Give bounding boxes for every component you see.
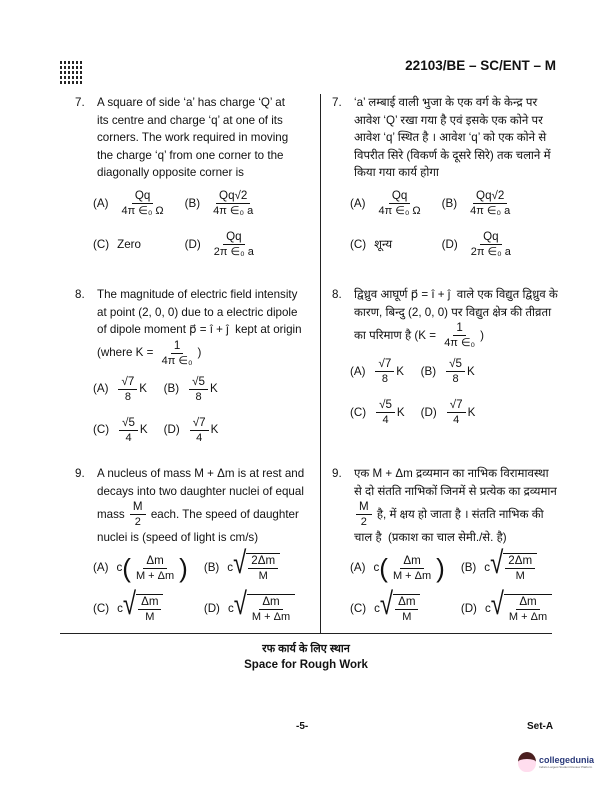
numerator: Qq (132, 189, 153, 204)
answer-options (332, 188, 568, 260)
fraction (119, 416, 138, 445)
denominator: 4π ∈₀ a (213, 204, 254, 217)
fraction (248, 554, 278, 583)
question-8-hindi (332, 286, 568, 428)
denominator: 4π ∈₀ a (470, 204, 511, 217)
numerator: Qq√2 (216, 189, 250, 204)
fraction (133, 554, 177, 583)
square-root (379, 587, 421, 624)
text-line (354, 483, 568, 501)
option-a (350, 188, 426, 219)
fraction (118, 189, 166, 218)
numerator: √5 (376, 398, 395, 413)
option-label: (B) (184, 196, 201, 210)
radicand (393, 594, 420, 624)
text-line (354, 147, 568, 165)
text-segment: से दो संतति नाभिकों जिनमें से प्रत्येक का द्रव्यमान (354, 484, 557, 498)
answer-options (75, 188, 311, 260)
question-text (354, 465, 568, 547)
mascot-icon (518, 752, 536, 772)
fraction (390, 554, 434, 583)
text-segment: A square of side ‘a’ has charge ‘Q’ at (97, 96, 285, 109)
option-label: (D) (184, 237, 201, 251)
section-divider (60, 633, 552, 634)
radical-sign: √ (122, 587, 137, 623)
text-segment: चाल है (प्रकाश का चाल सेमी./से. है) (354, 531, 507, 545)
denominator: 4π ∈₀ (444, 337, 476, 350)
denominator: 4π ∈₀ (161, 354, 193, 367)
square-root (233, 546, 280, 583)
square-root (490, 546, 537, 583)
option-b (203, 546, 295, 584)
option-prefix: c (484, 561, 491, 575)
option-prefix: c (484, 602, 491, 616)
rough-work-hindi: रफ कार्य के लिए स्थान (262, 643, 350, 655)
numerator: √7 (118, 375, 137, 390)
question-text (97, 465, 311, 547)
text-line (97, 129, 311, 147)
fraction (441, 321, 478, 350)
text-line (97, 339, 311, 368)
option-a (350, 553, 445, 584)
text-line (97, 321, 311, 339)
text-line (97, 304, 311, 322)
option-c (350, 587, 445, 625)
denominator: 8 (452, 373, 459, 386)
text-segment: का परिमाण है (K = (354, 328, 440, 342)
option-label: (C) (350, 237, 367, 251)
text-line (97, 483, 311, 501)
text-line (97, 147, 311, 165)
option-d (203, 587, 295, 625)
fraction (375, 357, 394, 386)
option-prefix: c (373, 561, 380, 575)
text-line (354, 129, 568, 147)
text-segment: है, में क्षय हो जाता है । संतति नाभिक की (373, 507, 544, 521)
denominator: 4π ∈₀ Ω (121, 204, 164, 217)
fraction (468, 230, 514, 259)
denominator: 8 (381, 373, 388, 386)
text-line (97, 529, 311, 547)
text-line (354, 321, 568, 350)
option-c (350, 397, 405, 428)
denominator: 8 (195, 390, 202, 403)
right-paren: ) (179, 553, 188, 584)
numerator: √5 (446, 357, 465, 372)
denominator: 4π ∈₀ Ω (378, 204, 421, 217)
numerator: Δm (395, 595, 418, 610)
numerator: Δm (400, 554, 423, 569)
page-number: -5- (296, 721, 309, 732)
text-line (97, 164, 311, 182)
denominator: 2π ∈₀ a (213, 245, 254, 258)
paper-code: 22103/BE – SC/ENT – M (405, 58, 556, 73)
option-b (442, 188, 516, 219)
text-line (97, 500, 311, 529)
fraction (356, 500, 372, 529)
numerator: Δm (516, 595, 539, 610)
fraction (189, 375, 208, 404)
option-label: (B) (441, 196, 458, 210)
fraction (118, 375, 137, 404)
radical-sign: √ (379, 587, 394, 623)
numerator: Qq (389, 189, 410, 204)
question-7-hindi (332, 94, 568, 260)
numerator: Qq (223, 230, 244, 245)
option-label: (C) (93, 423, 110, 437)
fraction (447, 398, 466, 427)
denominator: M + Δm (508, 611, 548, 624)
text-line (354, 304, 568, 322)
denominator: 2 (360, 516, 367, 529)
numerator: 2Δm (248, 554, 278, 569)
option-label: (D) (420, 405, 437, 419)
set-label: Set-A (527, 721, 554, 732)
text-segment: decays into two daughter nuclei of equal (97, 484, 304, 498)
fraction (467, 189, 513, 218)
option-c (93, 587, 188, 625)
numerator: 2Δm (505, 554, 535, 569)
text-segment: विपरीत सिरे (विकर्ण के दूसरे सिरे) तक चलाने में (354, 148, 551, 162)
text-segment: ) (480, 328, 484, 342)
denominator: 2π ∈₀ a (470, 245, 511, 258)
option-label: (A) (350, 196, 366, 210)
numerator: √5 (119, 416, 138, 431)
option-label: (C) (350, 602, 367, 616)
option-suffix: K (139, 382, 148, 396)
option-b (421, 356, 476, 387)
question-number: 8. (75, 288, 85, 301)
text-line (354, 112, 568, 130)
text-line (354, 286, 568, 304)
denominator: 4 (125, 431, 132, 444)
left-paren: ( (379, 553, 388, 584)
fraction (130, 500, 146, 529)
option-suffix: K (209, 382, 218, 396)
denominator: M + Δm (251, 611, 291, 624)
option-a (93, 188, 169, 219)
option-suffix: K (210, 423, 219, 437)
text-line (354, 529, 568, 547)
option-label: (B) (203, 561, 220, 575)
numerator: √5 (189, 375, 208, 390)
denominator: 4 (196, 431, 203, 444)
option-b (460, 546, 552, 584)
answer-options (75, 546, 311, 625)
option-suffix: K (467, 405, 476, 419)
option-b (185, 188, 259, 219)
fraction (505, 554, 535, 583)
option-suffix: K (466, 364, 475, 378)
question-text (354, 94, 568, 182)
denominator: 8 (124, 390, 131, 403)
text-segment: द्विध्रुव आघूर्ण p⃗ = î + ĵ वाले एक विद्युत द्विध्रुव के (354, 288, 558, 301)
text-line (97, 286, 311, 304)
text-segment: mass (97, 507, 128, 521)
logo-tagline: India's Largest Student Review Platform (539, 764, 593, 769)
right-paren: ) (436, 553, 445, 584)
numerator: 1 (171, 339, 183, 354)
denominator: 4 (453, 414, 460, 427)
question-text (97, 286, 311, 368)
option-suffix: K (139, 423, 148, 437)
radicand (504, 594, 552, 624)
fraction (446, 357, 465, 386)
numerator: Δm (143, 554, 166, 569)
text-segment: The magnitude of electric field intensity (97, 288, 298, 301)
answer-options (75, 374, 311, 446)
option-d (164, 415, 219, 446)
option-prefix: c (374, 602, 380, 616)
option-a (93, 374, 148, 405)
option-text: Zero (117, 237, 141, 251)
numerator: Δm (259, 595, 282, 610)
question-7-english (75, 94, 311, 260)
question-number: 8. (332, 288, 342, 301)
radical-sign: √ (233, 546, 247, 582)
numerator: M (356, 500, 372, 515)
question-number: 9. (332, 467, 342, 480)
collegedunia-logo (518, 752, 594, 772)
option-label: (D) (441, 237, 458, 251)
answer-options (332, 356, 568, 428)
square-root (122, 587, 164, 624)
option-a (93, 553, 188, 584)
option-suffix: K (396, 364, 405, 378)
rough-work-english: Space for Rough Work (244, 659, 368, 671)
numerator: √7 (375, 357, 394, 372)
option-c (93, 229, 169, 260)
text-line (354, 465, 568, 483)
question-text (354, 286, 568, 350)
fraction (159, 339, 196, 368)
option-label: (D) (460, 602, 477, 616)
fraction (506, 595, 550, 624)
option-d (460, 587, 552, 625)
text-segment: आवेश ‘q’ स्थित है । आवेश ‘q’ को एक कोने से (354, 131, 547, 145)
option-label: (B) (420, 364, 437, 378)
numerator: M (130, 500, 146, 515)
denominator: M (515, 570, 525, 583)
text-line (354, 164, 568, 182)
text-segment: (where K = (97, 346, 157, 360)
question-9-hindi (332, 465, 568, 625)
option-prefix: c (227, 602, 234, 616)
text-segment: आवेश ‘Q’ रखा गया है एवं इसके एक कोने पर (354, 113, 543, 127)
question-number: 7. (332, 96, 342, 109)
text-segment: nuclei is (speed of light is cm/s) (97, 531, 259, 545)
text-segment: ) (197, 346, 202, 360)
text-line (97, 112, 311, 130)
text-segment: A nucleus of mass M + Δm is at rest and (97, 467, 305, 480)
option-label: (B) (163, 382, 180, 396)
question-number: 7. (75, 96, 85, 109)
text-segment: ‘a’ लम्बाई वाली भुजा के एक वर्ग के केन्द्र पर (354, 96, 538, 109)
option-c (350, 229, 426, 260)
text-segment: किया गया कार्य होगा (354, 166, 439, 180)
option-prefix: c (117, 602, 123, 616)
fraction (138, 595, 161, 624)
square-root (490, 587, 552, 624)
option-d (421, 397, 476, 428)
numerator: Qq√2 (473, 189, 507, 204)
text-line (354, 500, 568, 529)
option-label: (C) (350, 405, 367, 419)
option-label: (D) (203, 602, 220, 616)
radicand (503, 553, 537, 583)
qr-code (60, 60, 84, 84)
option-text: शून्य (374, 237, 393, 251)
text-line (97, 94, 311, 112)
numerator: Δm (138, 595, 161, 610)
text-line (354, 94, 568, 112)
radicand (136, 594, 163, 624)
fraction (395, 595, 418, 624)
text-segment: of dipole moment p⃗ = î + ĵ kept at origin (97, 323, 302, 337)
fraction (190, 416, 209, 445)
option-label: (C) (93, 237, 110, 251)
answer-options (332, 546, 568, 625)
option-label: (B) (460, 561, 477, 575)
option-label: (A) (93, 382, 109, 396)
text-line (97, 465, 311, 483)
option-d (442, 229, 516, 260)
question-number: 9. (75, 467, 85, 480)
fraction (375, 189, 423, 218)
fraction (211, 230, 257, 259)
text-segment: कारण, बिन्दु (2, 0, 0) पर विद्युत क्षेत्र की तीव्रता (354, 305, 552, 319)
denominator: M (402, 611, 412, 624)
question-9-english (75, 465, 311, 625)
option-c (93, 415, 148, 446)
denominator: M (145, 611, 155, 624)
fraction (210, 189, 256, 218)
text-segment: एक M + Δm द्रव्यमान का नाभिक विरामावस्था (354, 467, 549, 480)
text-segment: at point (2, 0, 0) due to a electric dipole (97, 305, 298, 319)
numerator: √7 (447, 398, 466, 413)
radical-sign: √ (490, 587, 504, 623)
denominator: M (258, 570, 268, 583)
text-segment: corners. The work required in moving (97, 131, 289, 145)
denominator: 4 (382, 414, 389, 427)
radical-sign: √ (233, 587, 247, 623)
fraction (376, 398, 395, 427)
radicand (246, 553, 280, 583)
fraction (249, 595, 293, 624)
radicand (247, 594, 295, 624)
numerator: √7 (190, 416, 209, 431)
option-label: (A) (93, 196, 109, 210)
option-a (350, 356, 405, 387)
text-segment: the charge ‘q’ from one corner to the (97, 148, 284, 162)
option-prefix: c (116, 561, 123, 575)
question-text (97, 94, 311, 182)
option-label: (D) (163, 423, 180, 437)
option-label: (A) (93, 561, 109, 575)
option-prefix: c (227, 561, 234, 575)
left-paren: ( (122, 553, 131, 584)
option-label: (C) (93, 602, 110, 616)
denominator: 2 (134, 516, 141, 529)
option-b (164, 374, 219, 405)
column-divider (320, 94, 321, 634)
option-d (185, 229, 259, 260)
numerator: Qq (480, 230, 501, 245)
logo-text: collegedunia (539, 754, 595, 765)
text-segment: its centre and charge ‘q’ at one of its (97, 113, 283, 127)
denominator: M + Δm (135, 569, 175, 582)
option-label: (A) (350, 561, 366, 575)
question-8-english (75, 286, 311, 446)
radical-sign: √ (490, 546, 504, 582)
square-root (233, 587, 295, 624)
text-segment: each. The speed of daughter (147, 507, 299, 521)
denominator: M + Δm (392, 569, 432, 582)
option-suffix: K (396, 405, 405, 419)
numerator: 1 (453, 321, 465, 336)
option-label: (A) (350, 364, 366, 378)
text-segment: diagonally opposite corner is (97, 166, 244, 180)
